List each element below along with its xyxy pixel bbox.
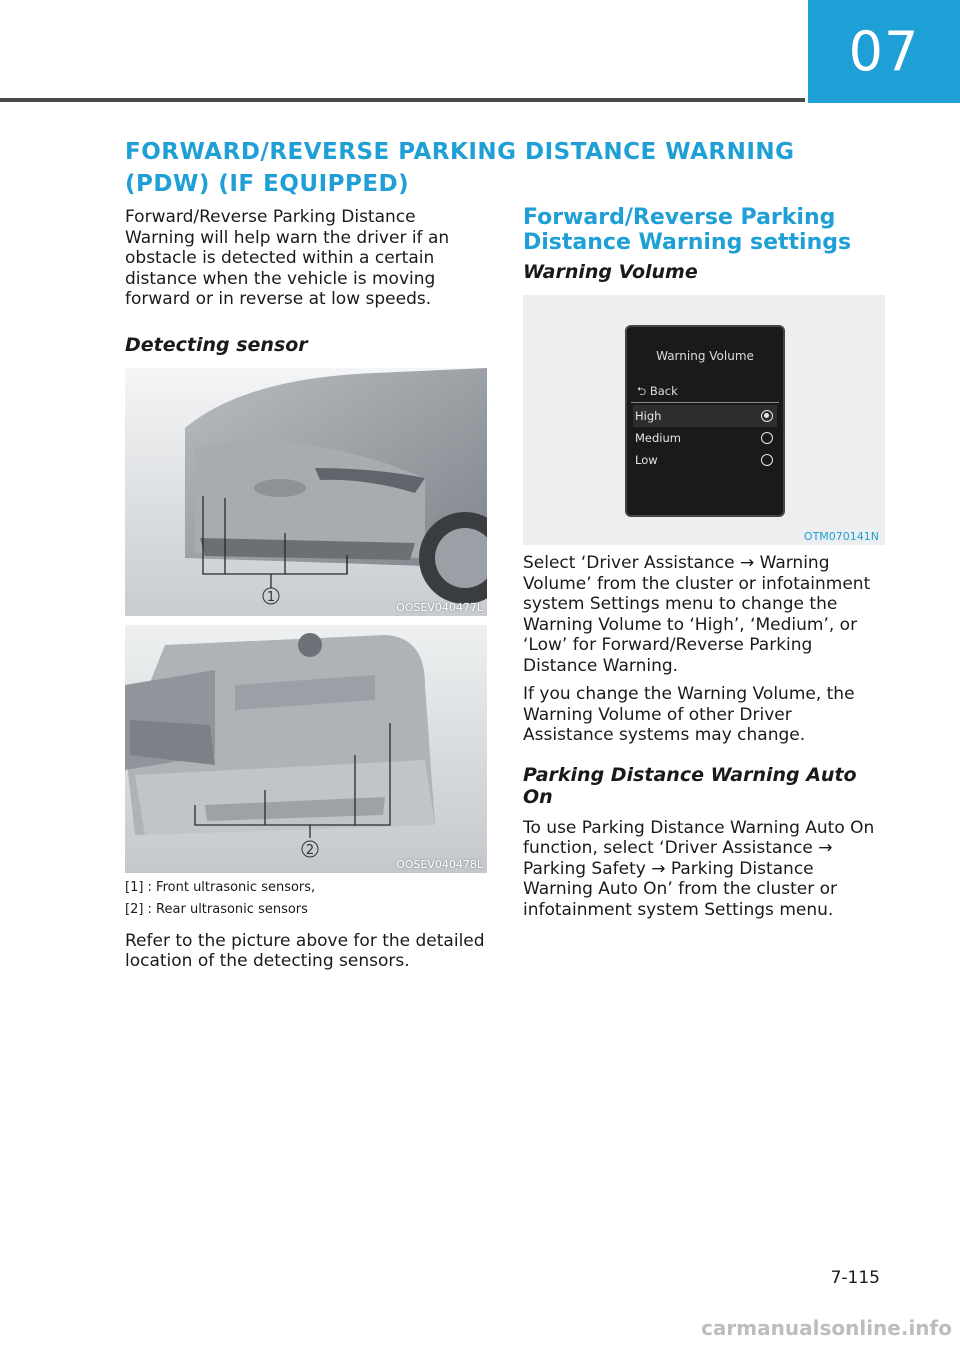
volume-paragraph-1: Select ‘Driver Assistance → Warning Volume’ from the cluster or infotainment system Settings menu to change the Warning Volume to ‘High’, ‘Medium’, or ‘Low’ for Forward/Reverse Parking Distance Warning.: [523, 553, 871, 676]
warning-volume-heading: Warning Volume: [523, 261, 698, 283]
intro-paragraph: Forward/Reverse Parking Distance Warning will help warn the driver if an obstacle is detected within a certain distance when the vehicle is moving forward or in reverse at low speeds.: [125, 207, 450, 309]
cluster-divider: [631, 402, 779, 403]
radio-selected-icon: [761, 410, 773, 422]
chapter-tab: 07: [808, 0, 960, 103]
cluster-figure: [523, 295, 885, 545]
watermark: carmanualsonline.info: [701, 1316, 952, 1340]
figure-code-front: OOSEV040477L: [396, 600, 483, 614]
settings-heading: Forward/Reverse Parking Distance Warning settings: [523, 205, 852, 255]
auto-on-paragraph: To use Parking Distance Warning Auto On function, select ‘Driver Assistance → Parking Safety → Parking Distance Warning Auto On’ from the cluster or infotainment system Settings menu.: [523, 817, 875, 920]
cluster-option-high: High: [633, 405, 777, 427]
refer-paragraph: Refer to the picture above for the detailed location of the detecting sensors.: [125, 930, 485, 971]
callout-2: 2: [305, 842, 315, 858]
figure-code-cluster: OTM070141N: [803, 530, 879, 543]
cluster-title: Warning Volume: [656, 349, 754, 363]
radio-empty-icon: [761, 432, 773, 444]
rear-sensor-figure: [125, 625, 487, 873]
radio-empty-icon: [761, 454, 773, 466]
front-car-illustration: [125, 368, 487, 616]
figure-code-rear: OOSEV040478L: [396, 857, 483, 871]
right-column: [523, 205, 885, 920]
left-column: [125, 207, 487, 972]
caption-front: [1] : Front ultrasonic sensors,: [125, 879, 316, 895]
page-number: 7-115: [830, 1268, 880, 1288]
detecting-sensor-heading: Detecting sensor: [125, 333, 308, 356]
cluster-back: ⮌ Back: [637, 384, 678, 398]
caption-rear: [2] : Rear ultrasonic sensors: [125, 901, 308, 917]
cluster-display: [625, 325, 785, 517]
cluster-option-low: Low: [633, 449, 777, 471]
volume-paragraph-2: If you change the Warning Volume, the Warning Volume of other Driver Assistance systems may change.: [523, 684, 855, 745]
rear-car-illustration: [125, 625, 487, 873]
section-title: FORWARD/REVERSE PARKING DISTANCE WARNING (PDW) (IF EQUIPPED): [125, 139, 795, 197]
front-sensor-figure: [125, 368, 487, 616]
header-rule: [0, 98, 805, 102]
auto-on-heading: Parking Distance Warning Auto On: [523, 763, 857, 808]
callout-1: 1: [266, 589, 276, 605]
cluster-option-medium: Medium: [633, 427, 777, 449]
